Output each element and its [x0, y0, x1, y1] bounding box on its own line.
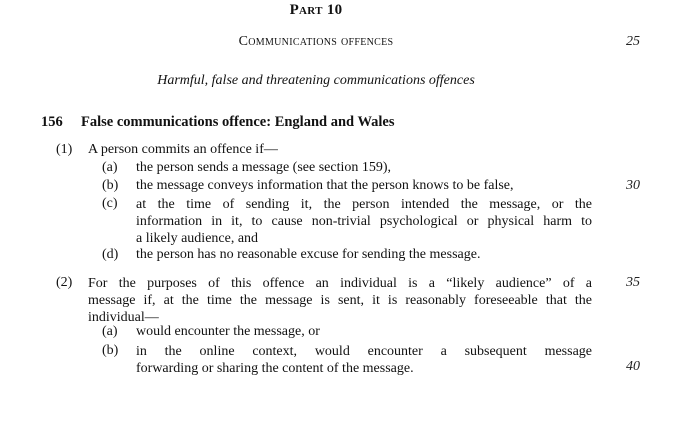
paragraph-line: forwarding or sharing the content of the message.: [136, 361, 414, 376]
subsection-number: (1): [56, 142, 73, 157]
paragraph-text: would encounter the message, or: [136, 324, 320, 339]
paragraph-block: [136, 343, 592, 377]
line-number-30: 30: [626, 178, 640, 193]
paragraph-line: at the time of sending it, the person intended the message, or the: [136, 197, 592, 212]
paragraph-letter: (a): [102, 324, 118, 339]
paragraph-line: in the online context, would encounter a subsequent message: [136, 344, 592, 359]
chapter-title: Communications offences: [238, 34, 394, 49]
line-number-35: 35: [626, 275, 640, 290]
paragraph-letter: (c): [102, 196, 118, 211]
subsection-number: (2): [56, 275, 73, 290]
subsection-line: individual—: [88, 310, 159, 325]
section-title: False communications offence: England and Wales: [81, 114, 395, 130]
section-number: 156: [41, 114, 63, 130]
part-title: Part 10: [289, 2, 343, 18]
paragraph-letter: (d): [102, 247, 119, 262]
paragraph-letter: (b): [102, 343, 119, 358]
paragraph-letter: (a): [102, 160, 118, 175]
subsection-line: message if, at the time the message is sent, it is reasonably foreseeable that the: [88, 293, 592, 308]
subsection-intro-block: [88, 275, 592, 326]
subsection-intro: A person commits an offence if—: [88, 142, 278, 157]
paragraph-line: information in it, to cause non-trivial psychological or physical harm to: [136, 214, 592, 229]
paragraph-text: the person has no reasonable excuse for sending the message.: [136, 247, 481, 262]
cross-heading: Harmful, false and threatening communications offences: [157, 73, 475, 88]
paragraph-text: the message conveys information that the person knows to be false,: [136, 178, 514, 193]
paragraph-block: [136, 196, 592, 247]
subsection-line: For the purposes of this offence an individual is a “likely audience” of a: [88, 276, 592, 291]
paragraph-line: a likely audience, and: [136, 231, 259, 246]
line-number-25: 25: [626, 34, 640, 49]
line-number-40: 40: [626, 359, 640, 374]
paragraph-text: the person sends a message (see section 159),: [136, 160, 392, 175]
paragraph-letter: (b): [102, 178, 119, 193]
